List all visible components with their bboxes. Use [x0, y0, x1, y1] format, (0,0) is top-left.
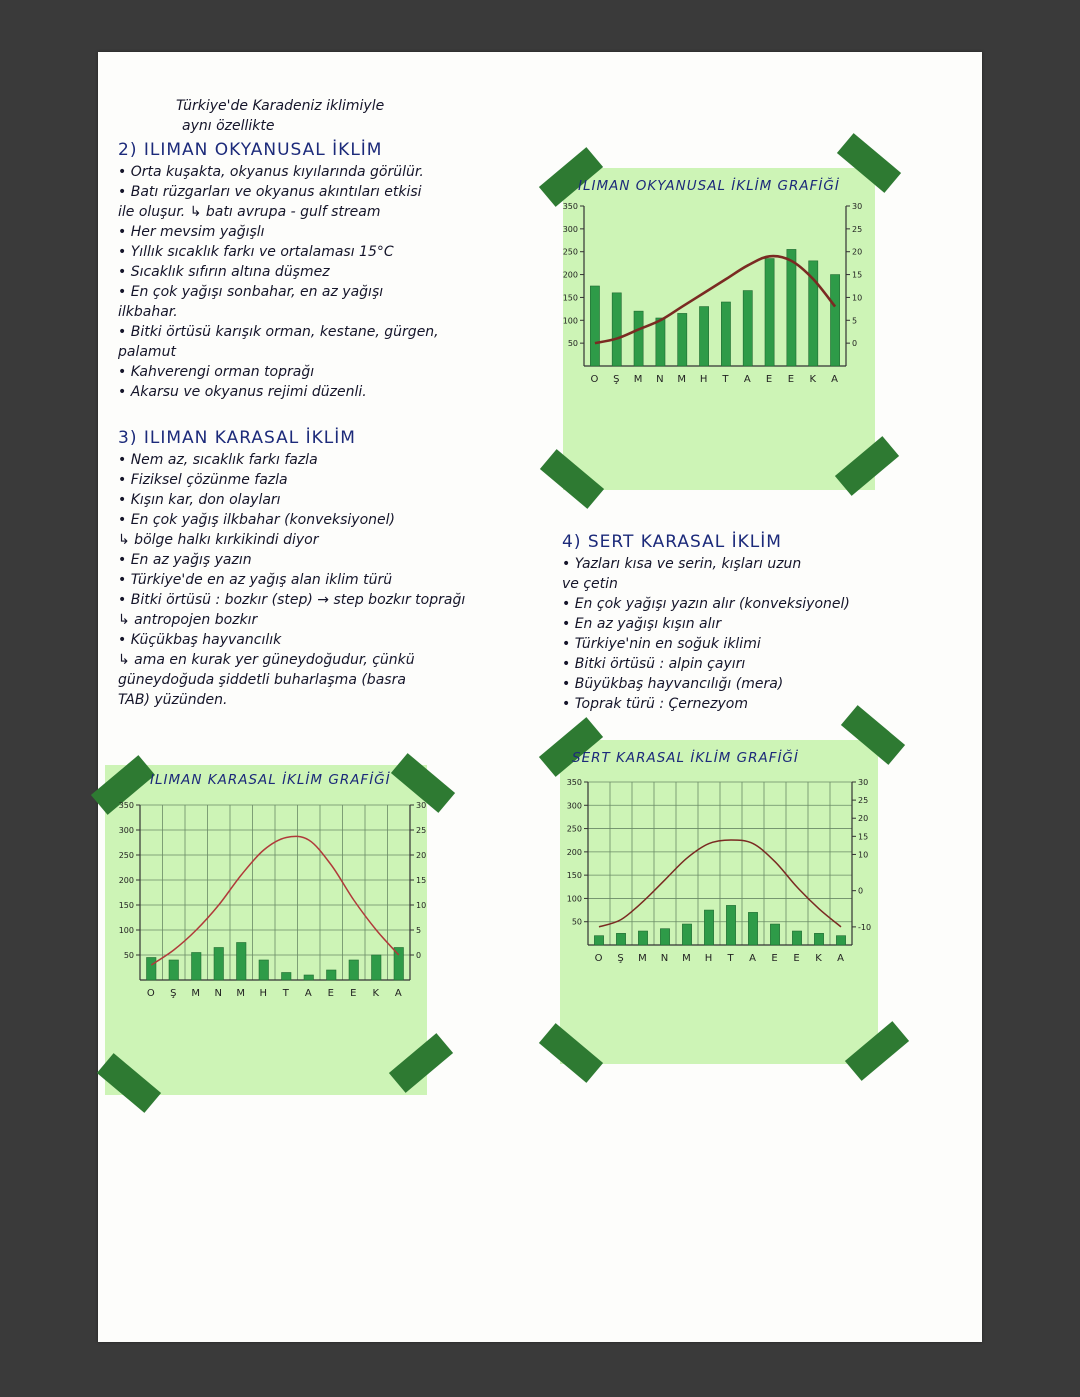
right-tick-label: 30	[858, 778, 869, 787]
chart-title-continental: ILIMAN KARASAL İKLİM GRAFİĞİ	[150, 772, 391, 788]
left-tick-label: 300	[566, 801, 582, 811]
month-label: N	[214, 988, 223, 999]
left-tick-label: 350	[562, 202, 578, 211]
left-tick-label: 100	[566, 894, 582, 904]
precipitation-bar	[704, 910, 713, 945]
month-label: Ş	[170, 988, 178, 999]
list-item: • En çok yağışı yazın alır (konveksiyonel)	[562, 596, 850, 612]
right-tick-label: 15	[416, 876, 427, 885]
precipitation-bar	[590, 286, 599, 366]
precipitation-bar	[770, 924, 779, 945]
list-item: • Sıcaklık sıfırın altına düşmez	[118, 264, 330, 280]
list-item: ve çetin	[562, 576, 618, 592]
left-tick-label: 200	[566, 847, 582, 857]
right-tick-label: 0	[858, 886, 864, 896]
left-tick-label: 350	[118, 801, 134, 810]
list-item: • Kahverengi orman toprağı	[118, 364, 315, 380]
precipitation-bar	[237, 943, 246, 981]
right-tick-label: 0	[852, 339, 858, 349]
precipitation-bar	[259, 960, 268, 980]
chart-continental	[108, 795, 438, 1020]
month-label: Ş	[617, 953, 625, 964]
right-tick-label: 30	[416, 801, 427, 810]
month-label: N	[660, 953, 670, 964]
precipitation-bar	[660, 929, 669, 945]
month-label: O	[146, 988, 156, 999]
month-label: M	[191, 988, 202, 999]
right-tick-label: 10	[416, 901, 427, 910]
list-item: • Fiziksel çözünme fazla	[118, 472, 288, 488]
left-tick-label: 300	[118, 826, 134, 835]
precipitation-bar	[304, 975, 313, 980]
month-label: T	[282, 988, 290, 999]
left-tick-label: 50	[567, 339, 578, 349]
right-tick-label: 20	[852, 247, 863, 257]
header-note-line: Türkiye'de Karadeniz iklimiyle	[176, 98, 385, 114]
right-tick-label: 25	[852, 224, 863, 234]
left-tick-label: 50	[571, 917, 582, 927]
precipitation-bar	[282, 973, 291, 981]
right-tick-label: 5	[852, 316, 858, 326]
precipitation-bar	[612, 293, 621, 366]
list-item: • Toprak türü : Çernezyom	[562, 696, 748, 712]
list-item: • Türkiye'de en az yağış alan iklim türü	[118, 572, 393, 588]
month-label: H	[704, 953, 714, 964]
temperature-line	[595, 256, 835, 343]
precipitation-bar	[349, 960, 358, 980]
right-tick-label: 10	[858, 850, 869, 860]
list-item: güneydoğuda şiddetli buharlaşma (basra	[118, 672, 406, 688]
precipitation-bar	[836, 936, 845, 945]
left-tick-label: 150	[118, 901, 134, 910]
right-tick-label: -10	[858, 922, 872, 932]
precipitation-bar	[682, 924, 691, 945]
section4-title: 4) SERT KARASAL İKLİM	[562, 532, 782, 552]
list-item: ↳ antropojen bozkır	[118, 612, 258, 628]
section3-title: 3) ILIMAN KARASAL İKLİM	[118, 428, 356, 448]
chart-harsh	[556, 770, 886, 985]
precipitation-bar	[699, 307, 708, 366]
month-label: K	[809, 374, 818, 385]
month-label: M	[236, 988, 247, 999]
precipitation-bar	[678, 313, 687, 366]
precipitation-bar	[192, 953, 201, 981]
header-note-line: aynı özellikte	[182, 118, 275, 134]
month-label: A	[831, 374, 840, 385]
month-label: A	[394, 988, 403, 999]
section3-list	[118, 450, 548, 710]
precipitation-bar	[748, 912, 757, 945]
precipitation-bar	[787, 249, 796, 366]
list-item: palamut	[118, 344, 176, 360]
precipitation-bar	[327, 970, 336, 980]
month-label: E	[793, 953, 801, 964]
right-tick-label: 0	[416, 951, 422, 960]
left-tick-label: 250	[118, 851, 134, 860]
precipitation-bar	[594, 936, 603, 945]
month-label: N	[656, 374, 665, 385]
list-item: • Küçükbaş hayvancılık	[118, 632, 282, 648]
left-tick-label: 50	[123, 951, 134, 960]
month-label: T	[727, 953, 735, 964]
section2-title: 2) ILIMAN OKYANUSAL İKLİM	[118, 140, 383, 160]
month-label: E	[787, 374, 796, 385]
right-tick-label: 25	[858, 796, 869, 806]
precipitation-bar	[214, 948, 223, 981]
month-label: M	[677, 374, 688, 385]
list-item: • Büyükbaş hayvancılığı (mera)	[562, 676, 784, 692]
month-label: E	[771, 953, 779, 964]
list-item: • En çok yağış ilkbahar (konveksiyonel)	[118, 512, 395, 528]
list-item: • Batı rüzgarları ve okyanus akıntıları etkisi	[118, 184, 422, 200]
precipitation-bar	[814, 933, 823, 945]
chart-oceanic	[550, 196, 880, 406]
month-label: H	[259, 988, 269, 999]
left-tick-label: 100	[118, 926, 134, 935]
list-item: • Bitki örtüsü karışık orman, kestane, gürgen,	[118, 324, 439, 340]
list-item: • Türkiye'nin en soğuk iklimi	[562, 636, 761, 652]
month-label: A	[749, 953, 757, 964]
list-item: ile oluşur. ↳ batı avrupa - gulf stream	[118, 204, 381, 220]
left-tick-label: 200	[562, 270, 578, 280]
right-tick-label: 30	[852, 202, 863, 211]
month-label: A	[837, 953, 845, 964]
chart-title-oceanic: ILIMAN OKYANUSAL İKLİM GRAFİĞİ	[578, 178, 840, 194]
month-label: K	[815, 953, 823, 964]
list-item: • Bitki örtüsü : bozkır (step) → step bozkır toprağı	[118, 592, 466, 608]
month-label: M	[682, 953, 692, 964]
precipitation-bar	[765, 259, 774, 366]
list-item: TAB) yüzünden.	[118, 692, 228, 708]
right-tick-label: 15	[858, 832, 869, 842]
left-tick-label: 250	[562, 247, 578, 257]
precipitation-bar	[372, 955, 381, 980]
list-item: • En az yağış yazın	[118, 552, 252, 568]
right-tick-label: 25	[416, 826, 427, 835]
list-item: • En çok yağışı sonbahar, en az yağışı	[118, 284, 384, 300]
left-tick-label: 150	[562, 293, 578, 303]
month-label: A	[743, 374, 752, 385]
list-item: • Orta kuşakta, okyanus kıyılarında görülür.	[118, 164, 424, 180]
month-label: A	[304, 988, 313, 999]
section4-list	[562, 554, 962, 714]
section2-list	[118, 162, 548, 402]
chart-title-harsh: SERT KARASAL İKLİM GRAFİĞİ	[572, 750, 799, 766]
list-item: • En az yağışı kışın alır	[562, 616, 722, 632]
list-item: • Yıllık sıcaklık farkı ve ortalaması 15°C	[118, 244, 394, 260]
right-tick-label: 5	[416, 926, 422, 935]
precipitation-bar	[638, 931, 647, 945]
right-tick-label: 10	[852, 293, 863, 303]
month-label: T	[722, 374, 730, 385]
precipitation-bar	[830, 275, 839, 366]
left-tick-label: 100	[562, 316, 578, 326]
month-label: H	[699, 374, 709, 385]
left-tick-label: 300	[562, 224, 578, 234]
precipitation-bar	[634, 311, 643, 366]
precipitation-bar	[721, 302, 730, 366]
left-notes	[118, 96, 548, 710]
right-tick-label: 20	[416, 851, 427, 860]
precipitation-bar	[616, 933, 625, 945]
month-label: E	[765, 374, 774, 385]
list-item: • Her mevsim yağışlı	[118, 224, 265, 240]
list-item: ↳ ama en kurak yer güneydoğudur, çünkü	[118, 652, 415, 668]
month-label: K	[372, 988, 381, 999]
left-tick-label: 350	[566, 778, 582, 787]
month-label: Ş	[613, 374, 621, 385]
right-tick-label: 20	[858, 814, 869, 824]
right-tick-label: 15	[852, 270, 863, 280]
month-label: O	[590, 374, 600, 385]
left-tick-label: 150	[566, 871, 582, 881]
list-item: • Kışın kar, don olayları	[118, 492, 281, 508]
list-item: • Bitki örtüsü : alpin çayırı	[562, 656, 746, 672]
precipitation-bar	[726, 905, 735, 945]
left-tick-label: 200	[118, 876, 134, 885]
month-label: E	[327, 988, 335, 999]
precipitation-bar	[743, 291, 752, 366]
header-note	[118, 96, 548, 136]
list-item: ↳ bölge halkı kırkikindi diyor	[118, 532, 319, 548]
precipitation-bar	[169, 960, 178, 980]
month-label: M	[633, 374, 644, 385]
list-item: ilkbahar.	[118, 304, 178, 320]
month-label: M	[638, 953, 648, 964]
left-tick-label: 250	[566, 824, 582, 834]
month-label: E	[350, 988, 358, 999]
precipitation-bar	[656, 318, 665, 366]
precipitation-bar	[147, 958, 156, 981]
right-notes	[562, 528, 962, 714]
list-item: • Akarsu ve okyanus rejimi düzenli.	[118, 384, 367, 400]
precipitation-bar	[792, 931, 801, 945]
month-label: O	[594, 953, 604, 964]
list-item: • Yazları kısa ve serin, kışları uzun	[562, 556, 802, 572]
list-item: • Nem az, sıcaklık farkı fazla	[118, 452, 318, 468]
